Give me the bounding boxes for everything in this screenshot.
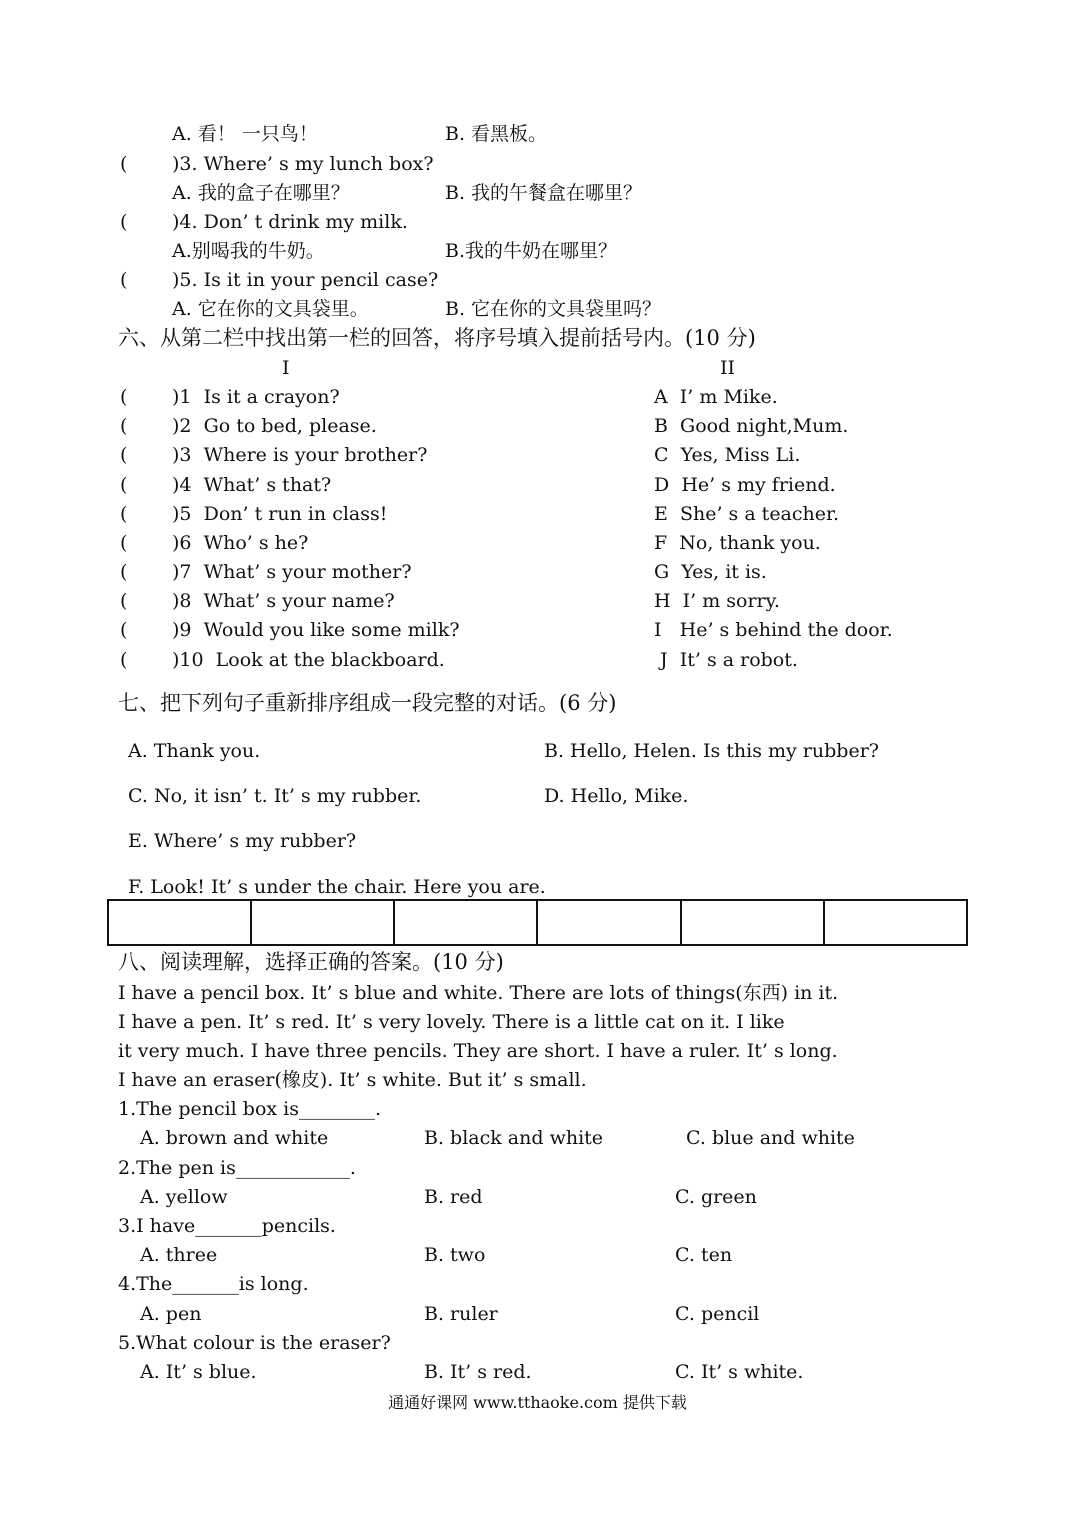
s8-q4: 4.The_______is long. [118, 1273, 309, 1295]
s6-row-question: )3 Where is your brother? [172, 444, 428, 466]
s6-row-paren: ( [120, 649, 128, 671]
s6-row-paren: ( [120, 619, 128, 641]
s8-q5: 5.What colour is the eraser? [118, 1332, 391, 1354]
s6-row-paren: ( [120, 561, 128, 583]
s8-q5-option-c: C. It’ s white. [675, 1361, 804, 1383]
s7-heading: 七、把下列句子重新排序组成一段完整的对话。(6 分) [118, 691, 617, 715]
s7-sentence-b: B. Hello, Helen. Is this my rubber? [544, 740, 879, 762]
s6-row-answer: I He’ s behind the door. [654, 619, 893, 641]
s7-sentence-c: C. No, it isn’ t. It’ s my rubber. [128, 785, 422, 807]
s8-passage-line: I have a pencil box. It’ s blue and white. There are lots of things(东西) in it. [118, 982, 839, 1004]
s8-q5-option-b: B. It’ s red. [424, 1361, 532, 1383]
s6-row-question: )6 Who’ s he? [172, 532, 309, 554]
s5-q3-option-a: A. 我的盒子在哪里？ [172, 182, 350, 204]
s6-row-question: )9 Would you like some milk? [172, 619, 460, 641]
s5-q4-paren: ( [120, 211, 128, 233]
s6-heading: 六、从第二栏中找出第一栏的回答，将序号填入提前括号内。(10 分) [118, 326, 756, 350]
s7-answer-table [107, 899, 968, 946]
s6-row-paren: ( [120, 474, 128, 496]
s8-q1-option-c: C. blue and white [686, 1127, 855, 1149]
s6-row-answer: E She’ s a teacher. [654, 503, 840, 525]
s8-passage-line: it very much. I have three pencils. They are short. I have a ruler. It’ s long. [118, 1040, 838, 1062]
s6-row-answer: H I’ m sorry. [654, 590, 780, 612]
s5-q3-option-b: B. 我的午餐盒在哪里？ [445, 182, 643, 204]
s6-row-answer: D He’ s my friend. [654, 474, 836, 496]
s6-row-question: )2 Go to bed, please. [172, 415, 377, 437]
s5-q4-option-b: B.我的牛奶在哪里？ [445, 240, 618, 262]
s8-q3-option-c: C. ten [675, 1244, 733, 1266]
s5-q3-question: )3. Where’ s my lunch box? [172, 153, 434, 175]
answer-cell[interactable] [537, 900, 680, 945]
s5-q4-question: )4. Don’ t drink my milk. [172, 211, 408, 233]
s7-sentence-e: E. Where’ s my rubber? [128, 830, 357, 852]
s6-row-answer: G Yes, it is. [654, 561, 767, 583]
s6-row-paren: ( [120, 590, 128, 612]
s6-row-question: )4 What’ s that? [172, 474, 332, 496]
s8-q4-option-c: C. pencil [675, 1303, 760, 1325]
s7-sentence-a: A. Thank you. [128, 740, 261, 762]
s8-q1: 1.The pencil box is________. [118, 1098, 382, 1120]
s5-q2-option-b: B. 看黑板。 [445, 123, 548, 145]
s6-row-question: )7 What’ s your mother? [172, 561, 412, 583]
s8-q2: 2.The pen is____________. [118, 1157, 356, 1179]
s8-q3-option-b: B. two [424, 1244, 486, 1266]
s6-row-answer: F No, thank you. [654, 532, 821, 554]
s8-q4-option-b: B. ruler [424, 1303, 498, 1325]
s8-q1-option-a: A. brown and white [140, 1127, 329, 1149]
s7-sentence-f: F. Look! It’ s under the chair. Here you are. [128, 876, 546, 898]
s8-q4-option-a: A. pen [140, 1303, 202, 1325]
answer-cell[interactable] [251, 900, 394, 945]
s6-row-answer: C Yes, Miss Li. [654, 444, 801, 466]
answer-cell[interactable] [824, 900, 967, 945]
s8-q3-option-a: A. three [140, 1244, 218, 1266]
s6-col2-label: II [720, 357, 736, 379]
s5-q5-option-b: B. 它在你的文具袋里吗？ [445, 298, 662, 320]
answer-cell[interactable] [681, 900, 824, 945]
s5-q3-paren: ( [120, 153, 128, 175]
s8-q1-option-b: B. black and white [424, 1127, 604, 1149]
s5-q2-option-a: A. 看！ 一只鸟！ [172, 123, 318, 145]
s5-q5-paren: ( [120, 269, 128, 291]
s8-q2-option-c: C. green [675, 1186, 757, 1208]
s6-row-paren: ( [120, 444, 128, 466]
s8-heading: 八、阅读理解，选择正确的答案。(10 分) [118, 950, 504, 974]
s6-row-answer: A I’ m Mike. [654, 386, 778, 408]
s6-row-question: )10 Look at the blackboard. [172, 649, 445, 671]
s6-row-question: )1 Is it a crayon? [172, 386, 340, 408]
s6-row-question: )5 Don’ t run in class! [172, 503, 388, 525]
s8-q2-option-b: B. red [424, 1186, 483, 1208]
s6-row-answer: B Good night,Mum. [654, 415, 849, 437]
answer-cell[interactable] [394, 900, 537, 945]
s7-sentence-d: D. Hello, Mike. [544, 785, 689, 807]
s5-q5-option-a: A. 它在你的文具袋里。 [172, 298, 369, 320]
page-footer: 通通好课网 www.tthaoke.com 提供下载 [388, 1393, 687, 1412]
s6-row-question: )8 What’ s your name? [172, 590, 395, 612]
s6-col1-label: I [282, 357, 290, 379]
s5-q4-option-a: A.别喝我的牛奶。 [172, 240, 325, 262]
s8-q5-option-a: A. It’ s blue. [140, 1361, 257, 1383]
s8-q2-option-a: A. yellow [140, 1186, 228, 1208]
s6-row-paren: ( [120, 386, 128, 408]
s8-passage-line: I have a pen. It’ s red. It’ s very lovely. There is a little cat on it. I like [118, 1011, 785, 1033]
s6-row-paren: ( [120, 532, 128, 554]
s8-q3: 3.I have_______pencils. [118, 1215, 336, 1237]
s6-row-paren: ( [120, 503, 128, 525]
s5-q5-question: )5. Is it in your pencil case? [172, 269, 439, 291]
s6-row-answer: J It’ s a robot. [654, 649, 798, 671]
s6-row-paren: ( [120, 415, 128, 437]
answer-cell[interactable] [108, 900, 251, 945]
s8-passage-line: I have an eraser(橡皮). It’ s white. But it’ s small. [118, 1069, 587, 1091]
